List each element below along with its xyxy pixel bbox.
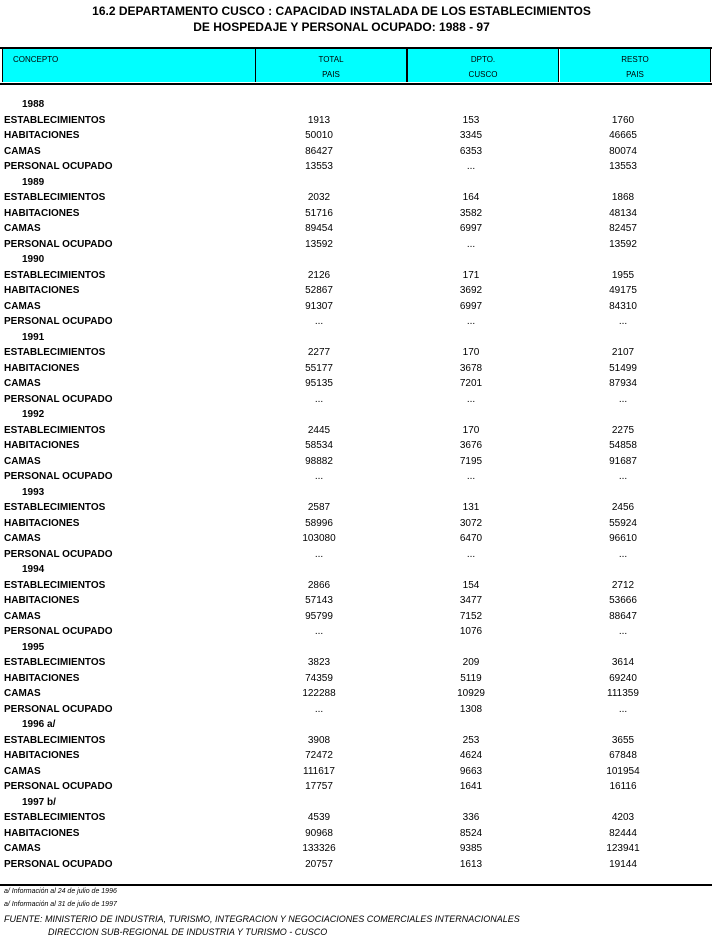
total-value: 91307 [305, 300, 333, 312]
dpto-value: ... [466, 238, 476, 250]
total-value: 3823 [307, 657, 331, 668]
table-row [0, 655, 712, 671]
dpto-value: ... [466, 548, 476, 560]
dpto-value: 7201 [459, 378, 483, 389]
dpto-value: 171 [462, 269, 480, 281]
dpto-value: 7152 [459, 610, 483, 622]
resto-value: ... [618, 316, 628, 327]
concept-label: CAMAS [4, 378, 41, 389]
table-row [0, 299, 712, 315]
total-value: 133326 [302, 843, 336, 854]
dpto-value: 3676 [459, 440, 483, 451]
total-value: 2126 [307, 269, 331, 281]
resto-value: 3614 [611, 657, 635, 668]
total-value: 58534 [305, 440, 333, 451]
total-value: 20757 [305, 858, 333, 870]
dpto-value: 3477 [459, 595, 483, 606]
total-value: 52867 [305, 285, 333, 296]
total-value: ... [314, 316, 324, 327]
dpto-value: 209 [462, 657, 480, 668]
table-row [0, 500, 712, 516]
header-bottom-rule [0, 83, 712, 85]
dpto-value: 4624 [459, 750, 483, 761]
concept-label: CAMAS [4, 765, 41, 777]
dpto-value: 3582 [459, 207, 483, 219]
header-dpto-label: DPTO. [470, 55, 496, 64]
year-label: 1997 b/ [22, 796, 56, 808]
year-label: 1996 a/ [22, 719, 56, 730]
concept-label: CAMAS [4, 688, 41, 699]
resto-value: 48134 [609, 207, 637, 219]
year-label: 1993 [22, 486, 45, 498]
year-label: 1990 [22, 254, 45, 265]
resto-value: 3655 [611, 734, 635, 746]
concept-label: CAMAS [4, 145, 41, 157]
total-value: 2866 [307, 579, 331, 591]
table-row [0, 609, 712, 625]
total-value: 2587 [307, 502, 331, 513]
resto-value: 2107 [611, 347, 635, 358]
concept-label: HABITACIONES [4, 362, 80, 374]
concept-label: HABITACIONES [4, 285, 80, 296]
resto-value: 2712 [611, 579, 635, 591]
table-row [0, 810, 712, 826]
table-row [0, 516, 712, 532]
source-line-1: FUENTE: MINISTERIO DE INDUSTRIA, TURISMO, INTEGRACION Y NEGOCIACIONES COMERCIALES INTERNACIONALES [4, 914, 520, 924]
dpto-value: 170 [462, 424, 480, 436]
resto-value: 69240 [609, 672, 637, 684]
resto-value: 2275 [611, 424, 635, 436]
resto-value: 4203 [611, 812, 635, 823]
dpto-value: 336 [462, 812, 480, 823]
dpto-value: 10929 [457, 688, 485, 699]
total-value: 89454 [305, 223, 333, 234]
table-body [0, 97, 712, 872]
table-row [0, 593, 712, 609]
concept-label: CAMAS [4, 300, 41, 312]
header-concepto-label: CONCEPTO [13, 55, 59, 64]
table-row [0, 826, 712, 842]
total-value: 103080 [302, 533, 336, 544]
table-row [0, 345, 712, 361]
concept-label: PERSONAL OCUPADO [4, 858, 113, 870]
year-label: 1992 [22, 409, 45, 420]
total-value: 58996 [305, 517, 333, 529]
table-row [0, 686, 712, 702]
dpto-value: 3072 [459, 517, 483, 529]
resto-value: ... [618, 548, 628, 560]
total-value: 51716 [305, 207, 333, 219]
dpto-value: 1613 [459, 858, 483, 870]
concept-label: ESTABLECIMIENTOS [4, 114, 106, 126]
page-title: 16.2 DEPARTAMENTO CUSCO : CAPACIDAD INSTALADA DE LOS ESTABLECIMIENTOS [92, 4, 591, 18]
resto-value: 51499 [609, 362, 637, 374]
table-row [0, 841, 712, 857]
concept-label: PERSONAL OCUPADO [4, 626, 113, 637]
resto-value: 123941 [606, 843, 640, 854]
concept-label: PERSONAL OCUPADO [4, 238, 113, 250]
table-row [0, 283, 712, 299]
dpto-value: 5119 [460, 672, 482, 684]
resto-value: 84310 [609, 300, 637, 312]
resto-value: 80074 [609, 145, 637, 157]
year-row [0, 795, 712, 811]
total-value: ... [314, 626, 324, 637]
dpto-value: 131 [462, 502, 480, 513]
table-row [0, 206, 712, 222]
concept-label: CAMAS [4, 610, 41, 622]
table-row [0, 454, 712, 470]
year-row [0, 175, 712, 191]
resto-value: 91687 [609, 455, 637, 467]
table-row [0, 547, 712, 563]
concept-label: PERSONAL OCUPADO [4, 781, 113, 792]
dpto-value: 253 [462, 734, 480, 746]
concept-label: ESTABLECIMIENTOS [4, 657, 106, 668]
total-value: 2277 [307, 347, 331, 358]
dpto-value: 3678 [459, 362, 483, 374]
resto-value: 1760 [611, 114, 635, 126]
concept-label: PERSONAL OCUPADO [4, 393, 113, 405]
concept-label: ESTABLECIMIENTOS [4, 347, 106, 358]
table-row [0, 702, 712, 718]
table-row [0, 469, 712, 485]
resto-value: 82457 [609, 223, 637, 234]
total-value: 3908 [307, 734, 331, 746]
dpto-value: 9385 [459, 843, 483, 854]
concept-label: ESTABLECIMIENTOS [4, 192, 106, 203]
header-dpto-sub: CUSCO [468, 70, 498, 79]
year-row [0, 330, 712, 346]
concept-label: HABITACIONES [4, 750, 80, 761]
table-row [0, 857, 712, 873]
dpto-value: 6353 [459, 145, 483, 157]
total-value: 55177 [305, 362, 333, 374]
year-row [0, 97, 712, 113]
resto-value: 1955 [611, 269, 635, 281]
total-value: 2445 [307, 424, 331, 436]
table-row [0, 392, 712, 408]
table-bottom-rule [0, 884, 712, 886]
table-row [0, 376, 712, 392]
source-line-2: DIRECCION SUB-REGIONAL DE INDUSTRIA Y TURISMO - CUSCO [48, 927, 328, 937]
table-row [0, 438, 712, 454]
concept-label: CAMAS [4, 455, 41, 467]
concept-label: HABITACIONES [4, 517, 80, 529]
total-value: 57143 [305, 595, 333, 606]
table-row [0, 113, 712, 129]
concept-label: HABITACIONES [4, 827, 80, 839]
year-row [0, 485, 712, 501]
table-row [0, 361, 712, 377]
table-row [0, 764, 712, 780]
dpto-value: ... [466, 471, 476, 482]
header-resto [560, 49, 711, 82]
concept-label: ESTABLECIMIENTOS [4, 424, 106, 436]
resto-value: 82444 [609, 827, 637, 839]
year-label: 1988 [22, 99, 45, 110]
resto-value: 19144 [609, 858, 637, 870]
concept-label: HABITACIONES [4, 672, 80, 684]
year-row [0, 640, 712, 656]
total-value: ... [314, 703, 324, 715]
concept-label: HABITACIONES [4, 130, 80, 141]
concept-label: PERSONAL OCUPADO [4, 471, 113, 482]
header-total-sub: PAIS [322, 70, 340, 79]
table-row [0, 733, 712, 749]
resto-value: ... [618, 471, 628, 482]
dpto-value: 6470 [459, 533, 483, 544]
resto-value: 88647 [609, 610, 637, 622]
header-resto-sub: PAIS [626, 70, 644, 79]
resto-value: 53666 [609, 595, 637, 606]
total-value: 90968 [305, 827, 333, 839]
total-value: ... [314, 471, 324, 482]
dpto-value: 1308 [459, 703, 483, 715]
table-row [0, 578, 712, 594]
concept-label: ESTABLECIMIENTOS [4, 734, 106, 746]
total-value: 13553 [305, 161, 333, 172]
table-row [0, 268, 712, 284]
table-row [0, 190, 712, 206]
resto-value: 49175 [609, 285, 637, 296]
table-row [0, 671, 712, 687]
total-value: 95135 [305, 378, 333, 389]
dpto-value: 3345 [459, 130, 483, 141]
year-row [0, 407, 712, 423]
dpto-value: ... [466, 316, 476, 327]
table-row [0, 221, 712, 237]
total-value: ... [314, 393, 324, 405]
dpto-value: 154 [462, 579, 480, 591]
resto-value: 54858 [609, 440, 637, 451]
concept-label: ESTABLECIMIENTOS [4, 269, 106, 281]
table-row [0, 423, 712, 439]
resto-value: ... [618, 626, 628, 637]
year-label: 1994 [22, 564, 45, 575]
footnote-a: a/ Información al 24 de julio de 1996 [4, 888, 117, 895]
dpto-value: 9663 [459, 765, 483, 777]
header-total-label: TOTAL [318, 55, 344, 64]
total-value: 86427 [305, 145, 333, 157]
concept-label: HABITACIONES [4, 595, 80, 606]
table-row [0, 128, 712, 144]
table-row [0, 314, 712, 330]
resto-value: 55924 [609, 517, 637, 529]
resto-value: 1868 [611, 192, 635, 203]
concept-label: PERSONAL OCUPADO [4, 703, 113, 715]
dpto-value: 3692 [459, 285, 483, 296]
concept-label: PERSONAL OCUPADO [4, 161, 113, 172]
resto-value: 111359 [607, 688, 639, 699]
table-row [0, 748, 712, 764]
table-row [0, 159, 712, 175]
header-total [256, 49, 408, 82]
dpto-value: 1641 [459, 781, 483, 792]
dpto-value: 1076 [459, 626, 483, 637]
resto-value: 46665 [609, 130, 637, 141]
total-value: 13592 [305, 238, 333, 250]
total-value: 1913 [307, 114, 331, 126]
header-concepto [2, 49, 256, 82]
resto-value: 96610 [609, 533, 637, 544]
resto-value: 13553 [609, 161, 637, 172]
dpto-value: ... [466, 393, 476, 405]
total-value: 50010 [305, 130, 333, 141]
year-row [0, 252, 712, 268]
table-header [0, 49, 712, 84]
total-value: 98882 [305, 455, 333, 467]
resto-value: 67848 [609, 750, 637, 761]
dpto-value: 7195 [459, 455, 483, 467]
total-value: 72472 [305, 750, 333, 761]
dpto-value: 153 [462, 114, 480, 126]
concept-label: CAMAS [4, 843, 41, 854]
dpto-value: 6997 [459, 223, 483, 234]
total-value: 2032 [307, 192, 331, 203]
table-row [0, 144, 712, 160]
concept-label: ESTABLECIMIENTOS [4, 579, 106, 591]
total-value: 74359 [305, 672, 333, 684]
header-resto-label: RESTO [621, 55, 649, 64]
concept-label: HABITACIONES [4, 207, 80, 219]
page-subtitle: DE HOSPEDAJE Y PERSONAL OCUPADO: 1988 - 97 [193, 20, 490, 34]
year-label: 1995 [22, 641, 45, 653]
resto-value: 13592 [609, 238, 637, 250]
concept-label: ESTABLECIMIENTOS [4, 502, 106, 513]
total-value: 111617 [303, 765, 335, 777]
table-row [0, 237, 712, 253]
total-value: 122288 [302, 688, 336, 699]
dpto-value: 8524 [459, 827, 483, 839]
resto-value: ... [618, 393, 628, 405]
dpto-value: 170 [462, 347, 480, 358]
concept-label: PERSONAL OCUPADO [4, 316, 113, 327]
table-row [0, 624, 712, 640]
concept-label: CAMAS [4, 223, 41, 234]
resto-value: ... [618, 703, 628, 715]
year-row [0, 717, 712, 733]
resto-value: 87934 [609, 378, 637, 389]
footnote-b: a/ Información al 31 de julio de 1997 [4, 901, 117, 908]
dpto-value: 164 [462, 192, 480, 203]
concept-label: PERSONAL OCUPADO [4, 548, 113, 560]
year-label: 1991 [22, 331, 45, 343]
total-value: 95799 [305, 610, 333, 622]
total-value: ... [314, 548, 324, 560]
resto-value: 16116 [609, 781, 637, 792]
table-row [0, 531, 712, 547]
dpto-value: ... [466, 161, 476, 172]
total-value: 17757 [305, 781, 333, 792]
concept-label: ESTABLECIMIENTOS [4, 812, 106, 823]
resto-value: 101954 [606, 765, 640, 777]
total-value: 4539 [307, 812, 331, 823]
table-row [0, 779, 712, 795]
year-label: 1989 [22, 176, 45, 188]
resto-value: 2456 [611, 502, 635, 513]
dpto-value: 6997 [459, 300, 483, 312]
concept-label: HABITACIONES [4, 440, 80, 451]
concept-label: CAMAS [4, 533, 41, 544]
year-row [0, 562, 712, 578]
header-dpto [408, 49, 559, 82]
